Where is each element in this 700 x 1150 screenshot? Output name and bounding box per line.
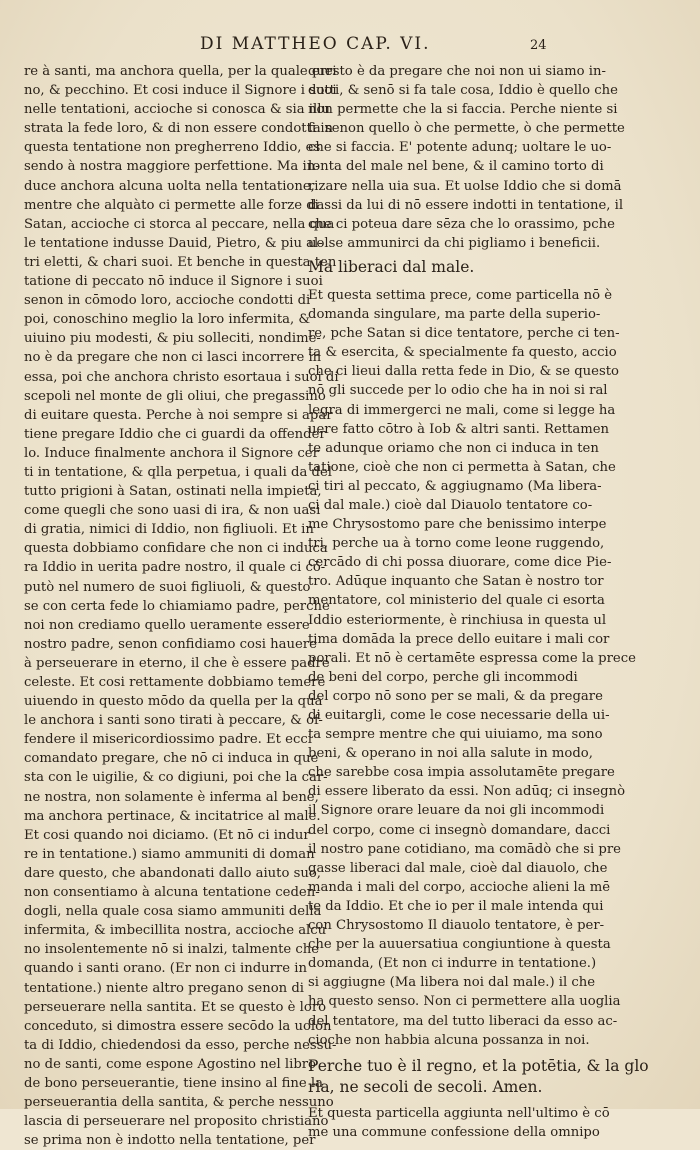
text-line: se prima non è indotto nella tentatione, per [24,1133,316,1149]
text-line: perseuerare nella santita. Et se questo è loro [24,999,327,1015]
text-line: gasse liberaci dal male, cioè dal diauolo, che [308,860,608,876]
text-line: se con certa fede lo chiamiamo padre, perche [24,598,330,614]
text-line: de bono perseuerantie, tiene insino al fine la [24,1075,323,1091]
text-line: Et questa settima prece, come particella nō è [308,287,613,303]
text-line: ci dal male.) cioè dal Diauolo tentatore co- [308,497,593,513]
text-line: mentatore, col ministerio del quale ci esorta [308,593,605,609]
text-line: sta con le uigilie, & co digiuni, poi che la car- [24,770,328,786]
section-heading-doxology [308,1056,649,1098]
text-line: si aggiugne (Ma libera noi dal male.) il che [308,975,596,991]
text-line: no de santi, come espone Agostino nel libro [24,1056,316,1072]
text-line: no è da pregare che non ci lasci incorrere in [24,350,322,366]
text-line: ti in tentatione, & qlla perpetua, i quali da del [24,464,333,480]
text-line: ta & esercita, & specialmente fa questo, accio [308,345,617,361]
text-line: tri eletti, & chari suoi. Et benche in questa ten [24,254,337,270]
text-line: dogli, nella quale cosa siamo ammuniti della [24,904,322,920]
text-line: il nostro pane cotidiano, ma comādò che si pre [308,841,621,857]
text-line: te da Iddio. Et che io per il male intenda qui [308,898,604,914]
text-line: tentatione.) niente altro pregano senon di [24,980,304,996]
text-line: noi non crediamo quello ueramente essere [24,617,310,633]
text-line: comandato pregare, che nō ci induca in que [24,751,319,767]
text-line: nelle tentationi, accioche si conosca & sia illu [24,102,330,118]
text-line: tatione di peccato nō induce il Signore i suoi [24,274,323,290]
text-line: manda i mali del corpo, accioche alieni la mē [308,879,611,895]
text-line: il Signore orare leuare da noi gli incommodi [308,803,605,819]
text-line: Et questa particella aggiunta nell'ultimo è cō [308,1105,610,1121]
text-line: Et cosi quando noi diciamo. (Et nō ci indur [24,827,310,843]
text-line: senon in cōmodo loro, accioche condotti di [24,293,311,309]
text-line: questo è da pregare che noi non ui siamo in- [308,64,606,79]
text-line: del tentatore, ma del tutto liberaci da esso ac- [308,1013,618,1029]
text-line: di gratia, nimici di Iddio, non figliuoli. Et in [24,522,314,538]
text-line: non permette che la si faccia. Perche niente si [308,102,618,118]
text-block-3 [308,1104,610,1142]
text-line: uere fatto cōtro à Iob & altri santi. Rettamen [308,421,610,437]
text-line: le tentatione indusse Dauid, Pietro, & piu al- [24,235,323,251]
text-line: ra Iddio in uerita padre nostro, il quale ci cō- [24,560,326,576]
text-line: lascia di perseuerare nel proposito christiano [24,1114,329,1130]
text-line: duce anchora alcuna uolta nella tentatione, [24,178,315,194]
text-block-1 [308,62,625,253]
text-line: cioche non habbia alcuna possanza in noi. [308,1032,590,1048]
text-line: te adunque oriamo che non ci induca in ten [308,440,599,456]
text-line: ha questo senso. Non ci permettere alla uoglia [308,994,621,1010]
text-line: conceduto, si dimostra essere secōdo la uolon [24,1018,332,1034]
text-line: de beni del corpo, perche gli incommodi [308,669,578,685]
text-line: che per la auuersatiua congiuntione à questa [308,937,611,953]
text-line: uolse ammunirci da chi pigliamo i beneficii. [308,235,601,251]
text-line: che ci lieui dalla retta fede in Dio, & se questo [308,364,619,380]
text-line: dotti, & senō si fa tale cosa, Iddio è quello che [308,83,618,99]
text-line: quando i santi orano. (Er non ci indurre in [24,961,307,977]
text-line: tro. Adūque inquanto che Satan è nostro tor [308,574,604,590]
text-line: tima domāda la prece dello euitare i mali cor [308,631,610,647]
text-line: re, pche Satan si dice tentatore, perche ci ten- [308,326,620,342]
text-line: uiuendo in questo mōdo da quella per la qua [24,694,323,710]
text-line: le anchora i santi sono tirati à peccare, & of- [24,713,323,729]
text-line: ci tiri al peccato, & aggiugnamo (Ma libera- [308,478,602,494]
text-line: strata la fede loro, & di non essere condotti in [24,121,334,137]
text-line: dare questo, che abandonati dallo aiuto suo, [24,865,321,881]
text-line: lonta del male nel bene, & il camino torto di [308,159,604,175]
page-number: 24 [530,38,547,53]
text-line: tiene pregare Iddio che ci guardi da offender [24,426,326,442]
text-line: putò nel numero de suoi figliuoli, & questo [24,579,311,595]
text-line: rizare nella uia sua. Et uolse Iddio che si domā [308,178,622,194]
text-line: mentre che alquàto ci permette alle forze di [24,197,319,213]
text-line: scepoli nel monte de gli oliui, che pregassino [24,388,326,404]
text-line: domanda, (Et non ci indurre in tentatione.) [308,956,597,972]
text-line: cercādo di chi possa diuorare, come dice Pie- [308,555,612,571]
text-line: con Chrysostomo Il diauolo tentatore, è per- [308,918,605,934]
text-line: infermita, & imbecillita nostra, accioche alcu [24,923,327,939]
text-line: sendo à nostra maggiore perfettione. Ma in- [24,159,320,175]
text-line: Iddio esteriormente, è rinchiusa in questa ul [308,612,607,628]
text-line: come quegli che sono uasi di ira, & non uasi [24,503,321,519]
text-line: ta sempre mentre che qui uiuiamo, ma sono [308,727,603,743]
text-line: re à santi, ma anchora quella, per la quale erri [24,64,337,79]
text-line: ta di Iddio, chiedendosi da esso, perche nessu- [24,1037,337,1053]
text-line: di essere liberato da essi. Non adūq; ci insegnò [308,784,626,800]
text-line: porali. Et nō è certamēte espressa come la prece [308,650,636,666]
running-head: DI MATTHEO CAP. VI. [200,34,431,54]
text-line: legra di immergerci ne mali, come si legge ha [308,402,616,418]
text-line: poi, conoschino meglio la loro infermita, & [24,312,311,328]
text-line: Satan, accioche ci storca al peccare, nella qua [24,216,335,232]
text-line: ne nostra, non solamente è inferma al bene, [24,789,319,805]
text-line: fendere il misericordiossimo padre. Et ecci [24,732,312,748]
text-line: perseuerantia della santita, & perche nessuno [24,1095,334,1111]
heading-line: Perche tuo è il regno, et la potētia, & la glo [308,1056,649,1075]
text-line: no, & pecchino. Et cosi induce il Signore i suoi [24,83,337,99]
text-line: domanda singulare, ma parte della superio- [308,307,601,323]
text-line: celeste. Et cosi rettamente dobbiamo temere [24,675,326,690]
text-line: che sarebbe cosa impia assolutamēte pregare [308,765,615,781]
text-line: del corpo nō sono per se mali, & da pregare [308,688,603,704]
text-line: beni, & operano in noi alla salute in modo, [308,746,593,762]
text-line: non consentiamo à alcuna tentatione ceden- [24,885,320,901]
right-column [308,62,649,1140]
text-line: di euitargli, come le cose necessarie della ui- [308,708,610,723]
text-line: no insolentemente nō si inalzi, talmente che [24,942,320,958]
text-line: fa senon quello ò che permette, ò che permette [308,121,625,137]
text-line: uiuino piu modesti, & piu solleciti, nondime- [24,331,321,347]
text-line: nostro padre, senon confidiamo cosi hauere [24,636,317,652]
text-line: questa dobbiamo confidare che non ci induca [24,541,328,557]
text-line: che si faccia. E' potente adunq; uoltare le uo- [308,140,612,156]
text-line: me Chrysostomo pare che benissimo interpe [308,517,607,533]
section-heading-liberaci: Ma liberaci dal male. [308,257,475,276]
text-line: di euitare questa. Perche à noi sempre si apar [24,407,333,423]
heading-line: ria, ne secoli de secoli. Amen. [308,1077,543,1096]
text-line: à perseuerare in eterno, il che è essere padre [24,655,330,671]
text-line: ma anchora pertinace, & incitatrice al male. [24,808,321,824]
left-column [24,62,339,1149]
text-block-2 [308,286,636,1050]
page-header [0,30,700,60]
text-line: questa tentatione non pregherreno Iddio, es [24,140,321,156]
text-line: essa, poi che anchora christo esortaua i suoi di [24,369,339,385]
text-line: re in tentatione.) siamo ammuniti di doman [24,846,315,862]
text-line: tri, perche ua à torno come leone ruggendo, [308,536,605,552]
text-line: tatione, cioè che non ci permetta à Satan, che [308,459,616,475]
text-line: dassi da lui di nō essere indotti in tentatione, il [308,197,624,213]
text-line: del corpo, come ci insegnò domandare, dacci [308,822,611,838]
text-line: che ci poteua dare sēza che lo orassimo, pche [308,216,615,232]
text-line: lo. Induce finalmente anchora il Signore cer [24,445,319,461]
text-line: me una commune confessione della omnipo [308,1124,600,1140]
text-line: nō gli succede per lo odio che ha in noi si ral [308,383,608,399]
text-line: tutto prigioni à Satan, ostinati nella impieta, [24,484,322,500]
